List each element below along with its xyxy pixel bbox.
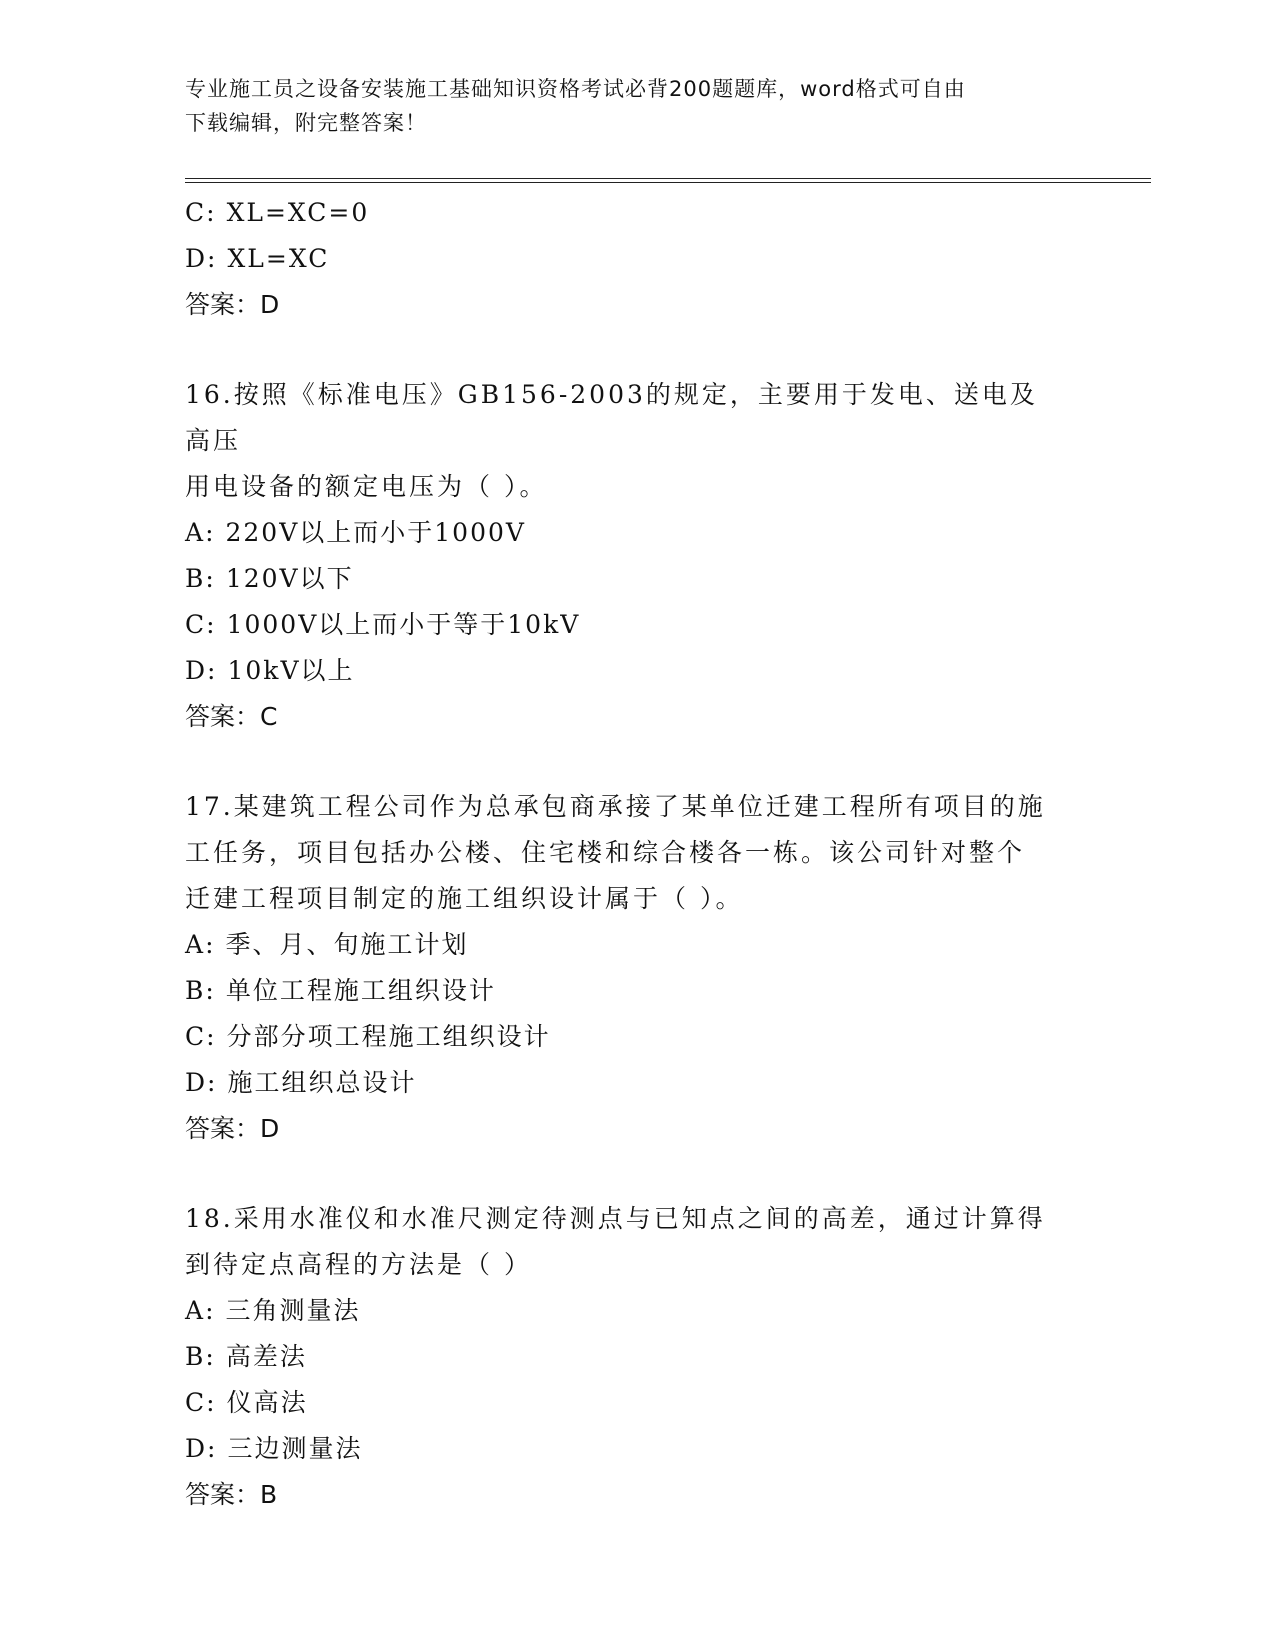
option-text: 120V以下 (225, 564, 354, 593)
option-text: 季、月、旬施工计划 (225, 930, 469, 959)
option-key: B (185, 564, 206, 593)
option-d (185, 1060, 1065, 1106)
question-17 (185, 784, 1065, 1152)
option-separator: : (205, 518, 216, 547)
option-key: A (185, 930, 206, 959)
option-separator: : (207, 656, 218, 685)
option-separator: : (206, 610, 217, 639)
header-line-1: 专业施工员之设备安装施工基础知识资格考试必背200题题库，word格式可自由 (185, 77, 966, 101)
answer-line: 答案：D (185, 1114, 280, 1143)
answer-line: 答案：C (185, 702, 278, 731)
option-text: XL=XC=0 (226, 198, 370, 227)
option-b (185, 556, 1065, 602)
option-key: C (185, 1022, 207, 1051)
spacer (185, 328, 1065, 372)
option-text: 单位工程施工组织设计 (225, 976, 496, 1005)
option-a (185, 510, 1065, 556)
option-d (185, 1426, 1065, 1472)
stem-line: 工任务，项目包括办公楼、住宅楼和综合楼各一栋。该公司针对整个 (185, 838, 1026, 867)
option-key: D (185, 656, 208, 685)
option-text: 220V以上而小于1000V (225, 518, 526, 547)
option-separator: : (207, 1068, 218, 1097)
option-separator: : (205, 1296, 216, 1325)
document-header (185, 72, 1065, 140)
option-a (185, 922, 1065, 968)
stem-line: 用电设备的额定电压为（ ）。 (185, 472, 548, 501)
option-separator: : (207, 244, 218, 273)
question-stem (185, 1196, 1065, 1288)
previous-question (185, 190, 1065, 328)
stem-line: 迁建工程项目制定的施工组织设计属于（ ）。 (185, 884, 744, 913)
option-key: D (185, 1068, 208, 1097)
option-separator: : (206, 1022, 217, 1051)
option-key: C (185, 1388, 207, 1417)
header-divider (185, 178, 1151, 183)
option-key: A (185, 518, 206, 547)
option-text: XL=XC (227, 244, 330, 273)
option-c (185, 1014, 1065, 1060)
option-a (185, 1288, 1065, 1334)
question-stem (185, 372, 1065, 510)
question-18 (185, 1196, 1065, 1518)
option-separator: : (206, 198, 217, 227)
option-text: 1000V以上而小于等于10kV (226, 610, 581, 639)
option-d (185, 236, 1065, 282)
option-key: D (185, 1434, 208, 1463)
option-separator: : (205, 930, 216, 959)
option-d (185, 648, 1065, 694)
option-text: 三角测量法 (225, 1296, 361, 1325)
stem-line: 16.按照《标准电压》GB156-2003的规定，主要用于发电、送电及高压 (185, 380, 1038, 455)
stem-line: 17.某建筑工程公司作为总承包商承接了某单位迁建工程所有项目的施 (185, 792, 1046, 821)
option-c (185, 1380, 1065, 1426)
option-key: D (185, 244, 208, 273)
spacer (185, 1152, 1065, 1196)
question-stem (185, 784, 1065, 922)
option-key: C (185, 198, 207, 227)
option-text: 高差法 (225, 1342, 307, 1371)
option-c (185, 602, 1065, 648)
option-c (185, 190, 1065, 236)
option-b (185, 968, 1065, 1014)
stem-line: 到待定点高程的方法是（ ） (185, 1250, 532, 1279)
option-separator: : (207, 1434, 218, 1463)
answer-line: 答案：D (185, 290, 280, 319)
question-16 (185, 372, 1065, 740)
question-list (185, 190, 1065, 1518)
option-key: B (185, 976, 206, 1005)
option-separator: : (205, 976, 216, 1005)
option-text: 施工组织总设计 (227, 1068, 417, 1097)
option-text: 分部分项工程施工组织设计 (226, 1022, 551, 1051)
option-key: A (185, 1296, 206, 1325)
option-separator: : (206, 1388, 217, 1417)
option-b (185, 1334, 1065, 1380)
option-key: C (185, 610, 207, 639)
stem-line: 18.采用水准仪和水准尺测定待测点与已知点之间的高差，通过计算得 (185, 1204, 1046, 1233)
option-text: 10kV以上 (227, 656, 355, 685)
spacer (185, 740, 1065, 784)
option-text: 三边测量法 (227, 1434, 363, 1463)
answer-line: 答案：B (185, 1480, 278, 1509)
option-text: 仪高法 (226, 1388, 308, 1417)
option-key: B (185, 1342, 206, 1371)
option-separator: : (205, 564, 216, 593)
option-separator: : (205, 1342, 216, 1371)
header-line-2: 下载编辑，附完整答案！ (185, 111, 427, 135)
